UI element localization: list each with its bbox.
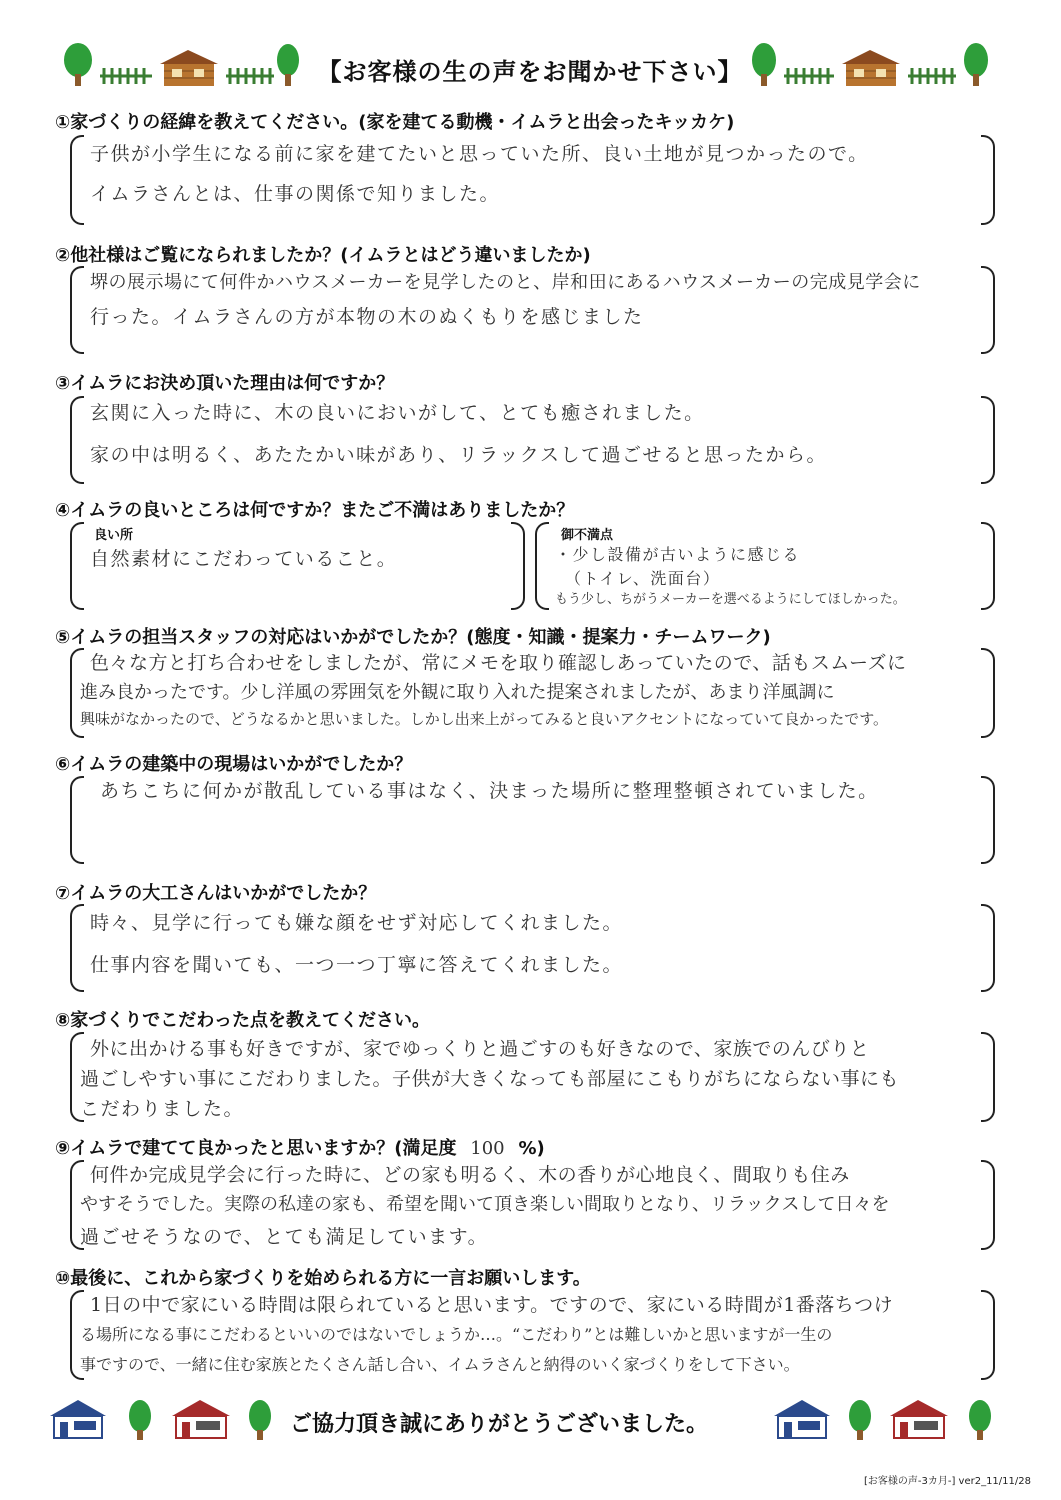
answer-5-line-2: 進み良かったです。少し洋風の雰囲気を外観に取り入れた提案されましたが、あまり洋風調に <box>80 682 835 703</box>
question-5-label: ⑤イムラの担当スタッフの対応はいかがでしたか？(態度・知識・提案力・チームワーク) <box>55 627 771 648</box>
answer-4-good-line-1: 自然素材にこだわっていること。 <box>90 548 398 570</box>
tree-icon <box>752 43 776 86</box>
answer-3-line-2: 家の中は明るく、あたたかい味があり、リラックスして過ごせると思ったから。 <box>90 444 828 466</box>
house-icon <box>890 1400 948 1438</box>
question-1-label: ①家づくりの経緯を教えてください。(家を建てる動機・イムラと出会ったキッカケ) <box>55 112 735 133</box>
answer-box-1 <box>70 135 995 225</box>
answer-7-line-2: 仕事内容を聞いても、一つ一つ丁寧に答えてくれました。 <box>90 954 624 976</box>
answer-4-bad-line-1: ・少し設備が古いように感じる <box>555 545 801 564</box>
bracket-left <box>70 135 84 225</box>
answer-8-line-2: 過ごしやすい事にこだわりました。子供が大きくなっても部屋にこもりがちにならない事にも <box>80 1068 900 1090</box>
header-decoration-right <box>748 42 998 92</box>
question-7-label: ⑦イムラの大工さんはいかがでしたか？ <box>55 883 377 904</box>
page-header <box>0 42 1061 102</box>
tree-icon <box>277 44 299 86</box>
answer-5-line-1: 色々な方と打ち合わせをしましたが、常にメモを取り確認しあっていたので、話もスムーズに <box>90 652 907 674</box>
answer-box-2 <box>70 266 995 354</box>
footer-decoration-left <box>48 1398 278 1443</box>
log-cabin-icon <box>160 50 218 86</box>
bracket-left <box>70 904 84 992</box>
bracket-right <box>981 135 995 225</box>
document-version-note: [お客様の声-3カ月-] ver2_11/11/28 <box>863 1476 1031 1487</box>
answer-10-line-3: 事ですので、一緒に住む家族とたくさん話し合い、イムラさんと納得のいく家づくりをして下さい。 <box>80 1355 800 1374</box>
answer-3-line-1: 玄関に入った時に、木の良いにおいがして、とても癒されました。 <box>90 402 705 424</box>
bracket-right <box>981 522 995 610</box>
tree-icon <box>249 1400 271 1440</box>
fence-icon <box>226 68 274 84</box>
question-3-label: ③イムラにお決め頂いた理由は何ですか？ <box>55 373 395 394</box>
answer-2-line-2: 行った。イムラさんの方が本物の木のぬくもりを感じました <box>90 306 644 328</box>
bracket-right <box>981 266 995 354</box>
house-icon <box>172 1400 230 1438</box>
question-9-label-end: %) <box>518 1138 545 1159</box>
house-icon <box>774 1400 830 1438</box>
log-cabin-icon <box>842 50 900 86</box>
answer-box-9 <box>70 1160 995 1250</box>
house-icon <box>50 1400 106 1438</box>
answer-1-line-2: イムラさんとは、仕事の関係で知りました。 <box>90 183 501 205</box>
answer-5-line-3: 興味がなかったので、どうなるかと思いました。しかし出来上がってみると良いアクセントになっていて良かったです。 <box>80 710 889 728</box>
answer-9-line-2: やすそうでした。実際の私達の家も、希望を聞いて頂き楽しい間取りとなり、リラックスして日々を <box>80 1194 890 1215</box>
answer-10-line-2: る場所になる事にこだわるといいのではないでしょうか…。“こだわり”とは難しいかと思いますが一生の <box>80 1325 833 1344</box>
question-2-label: ②他社様はご覧になられましたか？(イムラとはどう違いましたか) <box>55 245 591 266</box>
answer-2-line-1: 堺の展示場にて何件かハウスメーカーを見学したのと、岸和田にあるハウスメーカーの完成見学会に <box>90 272 921 293</box>
answer-8-line-1: 外に出かける事も好きですが、家でゆっくりと過ごすのも好きなので、家族でのんびりと <box>90 1038 870 1060</box>
answer-box-10 <box>70 1290 995 1380</box>
answer-6-line-1: あちこちに何かが散乱している事はなく、決まった場所に整理整頓されていました。 <box>100 780 879 802</box>
answer-1-line-1: 子供が小学生になる前に家を建てたいと思っていた所、良い土地が見つかったので。 <box>90 143 869 165</box>
answer-box-7 <box>70 904 995 992</box>
fence-icon <box>784 68 834 84</box>
answer-box-4-good <box>70 522 525 610</box>
bracket-left <box>70 522 84 610</box>
tree-icon <box>849 1400 871 1440</box>
complaints-label: 御不満点 <box>561 528 614 543</box>
answer-9-line-3: 過ごせそうなので、とても満足しています。 <box>80 1226 489 1248</box>
bracket-left <box>70 396 84 484</box>
answer-7-line-1: 時々、見学に行っても嫌な顔をせず対応してくれました。 <box>90 912 624 934</box>
answer-box-8 <box>70 1032 995 1122</box>
question-9-label <box>55 1134 545 1160</box>
answer-4-bad-line-2: （トイレ、洗面台） <box>565 569 721 588</box>
tree-icon <box>964 43 988 86</box>
question-8-label: ⑧家づくりでこだわった点を教えてください。 <box>55 1010 431 1031</box>
tree-icon <box>129 1400 151 1440</box>
answer-box-3 <box>70 396 995 484</box>
header-decoration-left <box>60 42 300 92</box>
answer-9-line-1: 何件か完成見学会に行った時に、どの家も明るく、木の香りが心地良く、間取りも住み <box>90 1164 850 1186</box>
bracket-right <box>981 1160 995 1250</box>
fence-icon <box>908 68 956 84</box>
question-4-label: ④イムラの良いところは何ですか？またご不満はありましたか？ <box>55 500 575 521</box>
satisfaction-value: 100 <box>470 1138 505 1159</box>
bracket-left <box>70 266 84 354</box>
good-points-label: 良い所 <box>94 528 134 543</box>
bracket-right <box>981 1290 995 1380</box>
bracket-left <box>535 522 549 610</box>
bracket-right <box>981 396 995 484</box>
question-10-label: ⑩最後に、これから家づくりを始められる方に一言お願いします。 <box>55 1268 591 1289</box>
bracket-right <box>981 776 995 864</box>
tree-icon <box>969 1400 991 1440</box>
page-title: 【お客様の生の声をお聞かせ下さい】 <box>317 58 743 86</box>
answer-box-4-bad <box>535 522 995 610</box>
question-9-label-text: ⑨イムラで建てて良かったと思いますか？(満足度 <box>55 1138 457 1159</box>
bracket-right <box>981 1032 995 1122</box>
answer-10-line-1: 1日の中で家にいる時間は限られていると思います。ですので、家にいる時間が1番落ちつけ <box>90 1294 894 1316</box>
bracket-right <box>981 904 995 992</box>
footer-decoration-right <box>772 1398 1002 1443</box>
tree-icon <box>64 43 92 86</box>
thank-you-message: ご協力頂き誠にありがとうございました。 <box>290 1412 709 1437</box>
bracket-left <box>70 776 84 864</box>
answer-4-bad-line-3: もう少し、ちがうメーカーを選べるようにしてほしかった。 <box>555 592 906 607</box>
bracket-right <box>981 648 995 738</box>
answer-box-6 <box>70 776 995 864</box>
question-6-label: ⑥イムラの建築中の現場はいかがでしたか？ <box>55 754 413 775</box>
answer-8-line-3: こだわりました。 <box>80 1098 245 1120</box>
fence-icon <box>100 68 152 84</box>
answer-box-5 <box>70 648 995 738</box>
bracket-right <box>511 522 525 610</box>
